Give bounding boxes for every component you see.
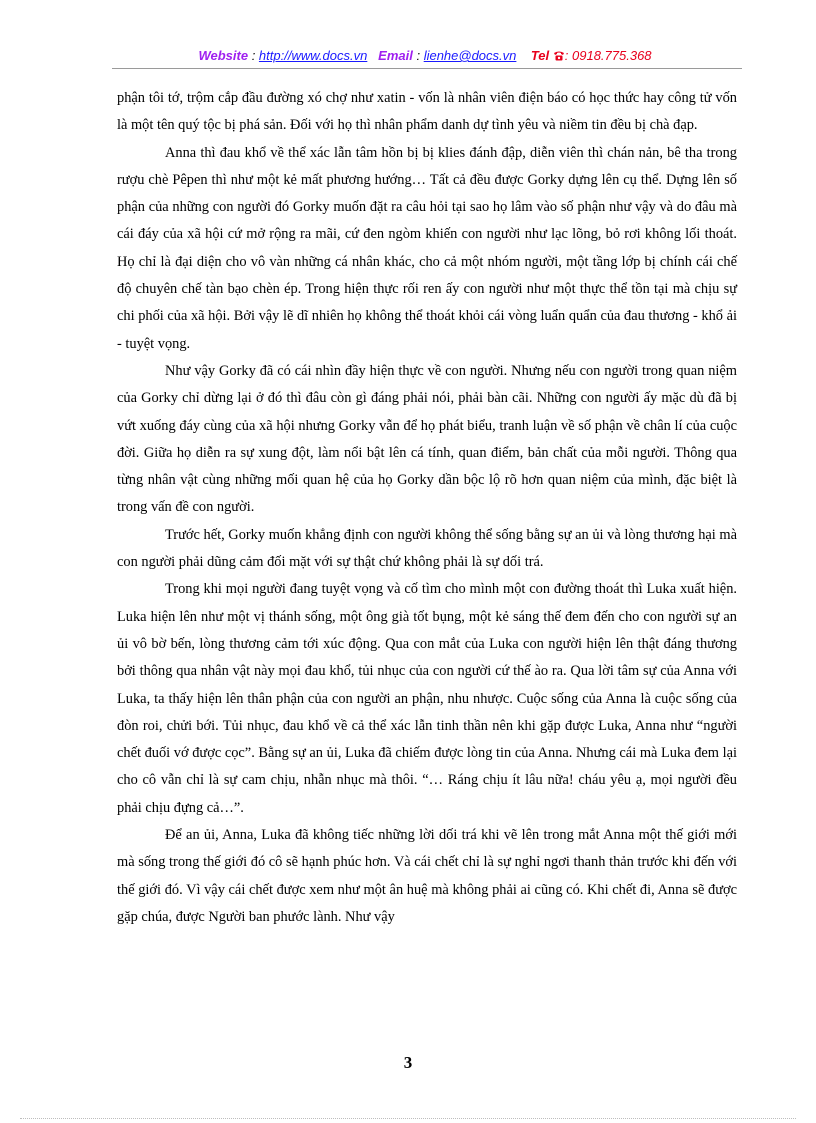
- paragraph: Trước hết, Gorky muốn khẳng định con người không thể sống bằng sự an ủi và lòng thương hại mà con người phải dũng cảm đối mặt với sự thật chứ không phải là sự dối trá.: [117, 526, 737, 571]
- document-body: [117, 85, 737, 931]
- paragraph: phận tôi tớ, trộm cắp đầu đường xó chợ như xatin - vốn là nhân viên điện báo có học thức hay công tử vốn là một tên quý tộc bị phá sản. Đối với họ thì nhân phẩm danh dự tình yêu và niềm tin đều bị chà đạp.: [117, 90, 737, 134]
- paragraph: Để an ủi, Anna, Luka đã không tiếc những lời dối trá khi vẽ lên trong mắt Anna một thế giới mới mà sống trong thế giới đó cô sẽ hạnh phúc hơn. Và cái chết chỉ là sự nghỉ ngơi thanh thản trước khi đến với thế giới đó. Vì vậy cái chết được xem như một ân huệ mà không phải ai cũng có. Khi chết đi, Anna sẽ được gặp chúa, được Người ban phước lành. Như vậy: [117, 827, 737, 925]
- paragraph: Trong khi mọi người đang tuyệt vọng và cố tìm cho mình một con đường thoát thì Luka xuất hiện. Luka hiện lên như một vị thánh sống, một ông già tốt bụng, một kẻ sáng thế đem đến cho con người sự an ủi vô bờ bến, lòng thương cảm tới xúc động. Qua con mắt của Luka con người hiện lên thật đáng thương bởi thông qua nhân vật này mọi đau khổ, tủi nhục của con người cứ thế ào ra. Qua lời tâm sự của Anna với Luka, ta thấy hiện lên thân phận của con người an phận, nhu nhược. Cuộc sống của Anna là cuộc sống của đòn roi, chửi bới. Tủi nhục, đau khổ về cả thể xác lẫn tinh thần nên khi gặp được Luka, Anna như “người chết đuối vớ được cọc”. Bằng sự an ủi, Luka đã chiếm được lòng tin của Anna. Nhưng cái mà Luka đem lại cho cô vẫn chỉ là sự cam chịu, nhẫn nhục mà thôi. “… Ráng chịu ít lâu nữa! cháu yêu ạ, mọi người đều phải chịu đựng cả…”.: [117, 581, 737, 816]
- page-number: 3: [403, 1053, 413, 1072]
- tel-number: : 0918.775.368: [564, 48, 652, 63]
- website-label: Website: [198, 48, 249, 63]
- page-bottom-divider: [20, 1118, 796, 1119]
- tel-label: Tel: [530, 48, 550, 63]
- email-link[interactable]: lienhe@docs.vn: [423, 48, 517, 63]
- header-divider: [112, 68, 742, 69]
- email-separator: :: [412, 48, 424, 63]
- telephone-icon: [553, 48, 565, 63]
- paragraph: Anna thì đau khổ về thể xác lẫn tâm hồn bị bị klies đánh đập, diễn viên thì chán nản, bê tha trong rượu chè Pêpen thì như một kẻ mất phương hướng… Tất cả đều được Gorky dựng lên cụ thể. Dựng lên số phận của những con người đó Gorky muốn đặt ra câu hỏi tại sao họ lâm vào số phận như vậy và do đâu mà cái đáy của xã hội cứ mở rộng ra mãi, cứ đen ngòm khiến con người như lạc lõng, bỏ rơi không lối thoát. Họ chỉ là đại diện cho vô vàn những cá nhân khác, cho cả một nhóm người, một tầng lớp bị chính cái chế độ chuyên chế tàn bạo chèn ép. Trong hiện thực rối ren ấy con người như một thực thể tồn tại mà chịu sự chi phối của xã hội. Bởi vậy lẽ dĩ nhiên họ không thể thoát khỏi cái vòng luẩn quẩn của đau thương - khổ ải - tuyệt vọng.: [117, 144, 737, 352]
- email-label: Email: [378, 48, 413, 63]
- page-header: [110, 48, 740, 63]
- website-link[interactable]: http://www.docs.vn: [258, 48, 368, 63]
- website-separator: :: [248, 48, 259, 63]
- paragraph: Như vậy Gorky đã có cái nhìn đầy hiện thực về con người. Nhưng nếu con người trong quan niệm của Gorky chỉ dừng lại ở đó thì đâu còn gì đáng phải nói, phải bàn cãi. Những con người ấy mặc dù đã bị vứt xuống đáy cùng của xã hội nhưng Gorky vẫn để họ phát biểu, tranh luận về số phận về chân lí của cuộc đời. Giữa họ diễn ra sự xung đột, làm nổi bật lên cá tính, quan điểm, bản chất của mỗi người. Thông qua từng nhân vật cùng những mối quan hệ của họ Gorky dần bộc lộ rõ hơn quan niệm của mình, đặc biệt là trong vấn đề con người.: [117, 362, 737, 516]
